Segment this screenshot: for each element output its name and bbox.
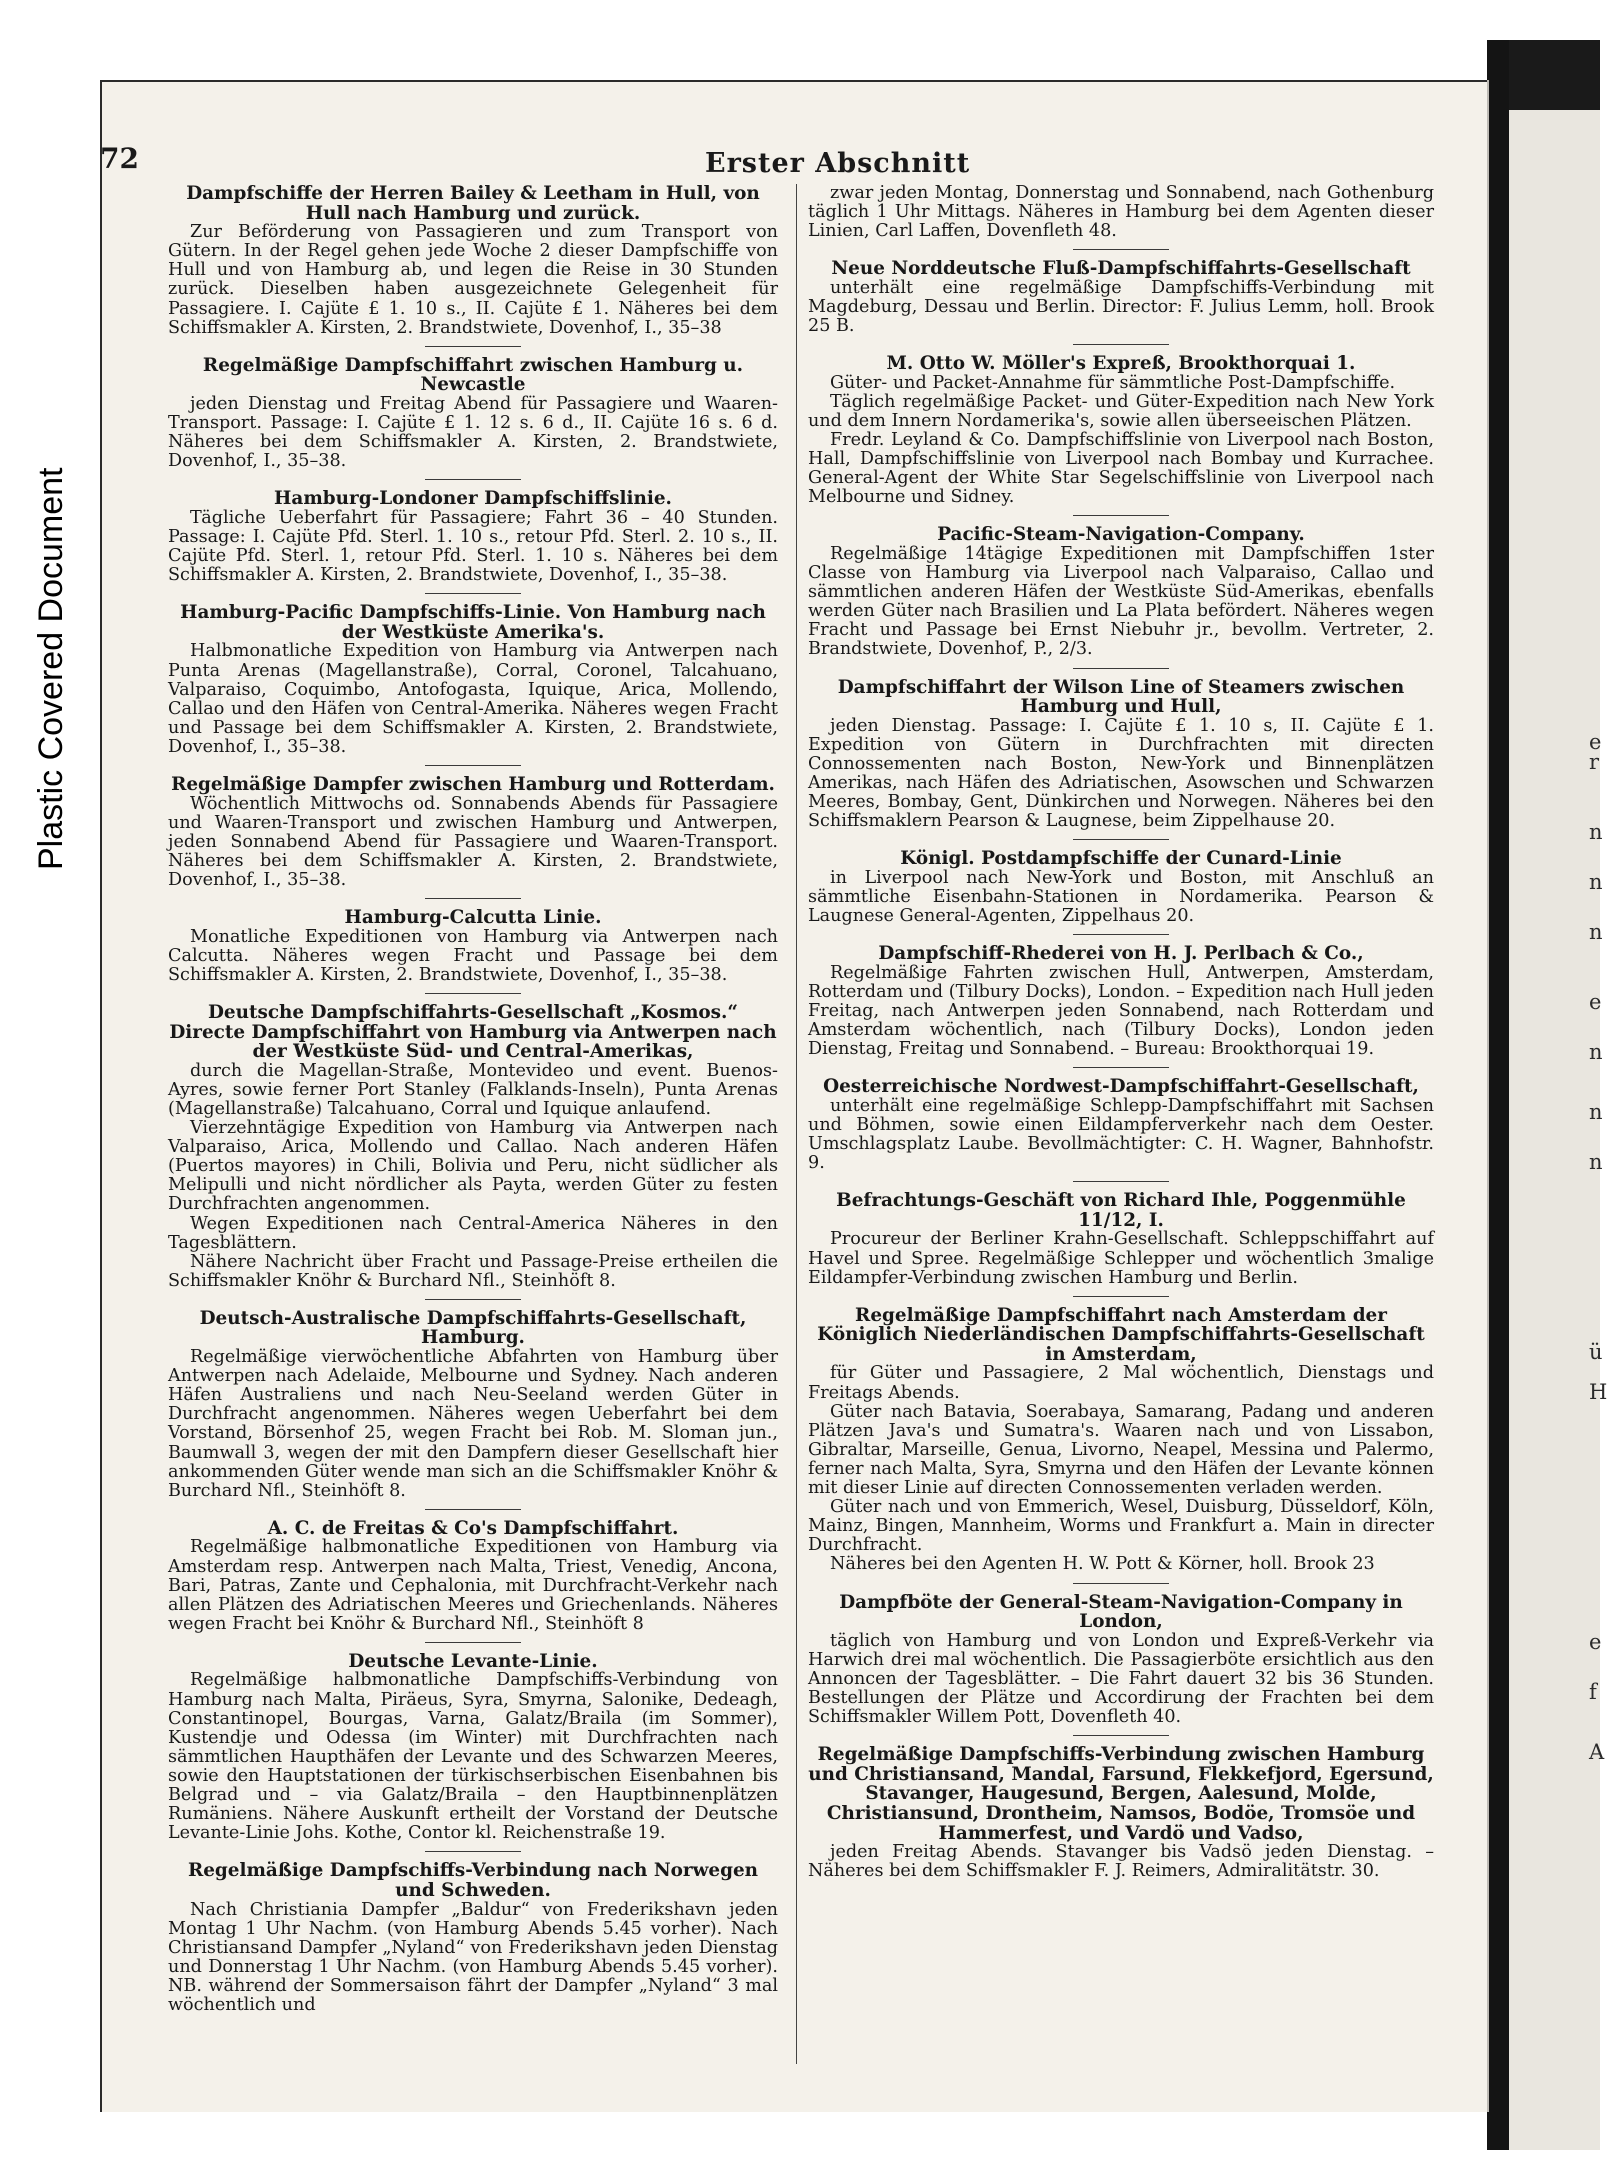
section-rule (1073, 934, 1169, 935)
notice-paragraph: Wegen Expeditionen nach Central-America Näheres in den Tagesblättern. (168, 1213, 778, 1253)
notice-paragraph: Wöchentlich Mittwochs od. Sonnabends Abends für Passagiere und Waaren-Transport und zwischen Hamburg und Antwerpen, jeden Sonnabend Abend für Passagiere und Waaren-Transport. Näheres bei dem Schiffsmakler A. Kirsten, 2. Brandstwiete, Dovenhof, I., 35–38. (168, 793, 778, 890)
shipping-notice (808, 525, 1434, 659)
banner-text: Plastic Covered Document (32, 467, 70, 870)
notice-paragraph: Regelmäßige Fahrten zwischen Hull, Antwerpen, Amsterdam, Rotterdam und (Tilbury Docks), London. – Expedition nach Hull jeden Freitag, nach Antwerpen jeden Sonnabend, nach Rotterdam und Amsterdam wöchentlich, nach (Tilbury Docks), London jeden Dienstag, Freitag und Sonnabend. – Bureau: Brookthorquai 19. (808, 962, 1434, 1060)
adjacent-page-fragment: n (1589, 1040, 1603, 1064)
adjacent-page-fragment: n (1589, 820, 1603, 844)
notice-paragraph: Halbmonatliche Expedition von Hamburg via Antwerpen nach Punta Arenas (Magellanstraße), Corral, Coronel, Talcahuano, Valparaiso, Coquimbo, Antofogasta, Iquique, Arica, Mollendo, Callao und den Häfen von Central-Amerika. Näheres wegen Fracht und Passage bei dem Schiffsmakler A. Kirsten, 2. Brandstwiete, Dovenhof, I., 35–38. (168, 641, 778, 757)
notice-title: Regelmäßige Dampfer zwischen Hamburg und Rotterdam. (171, 774, 775, 796)
notice-paragraph: Fredr. Leyland & Co. Dampfschiffslinie von Liverpool nach Boston, Hall, Dampfschiffslinie von Liverpool nach Bombay und Kurrachee. General-Agent der White Star Segelschiffslinie von Liverpool nach Melbourne und Sidney. (808, 430, 1434, 508)
notice-paragraph: durch die Magellan-Straße, Montevideo und event. Buenos-Ayres, sowie ferner Port Stanley (Falklands-Inseln), Punta Arenas (Magellanstraße) Talcahuano, Corral und Iquique anlaufend. (168, 1060, 778, 1119)
notice-paragraph: jeden Freitag Abends. Stavanger bis Vadsö jeden Dienstag. – Näheres bei dem Schiffsmakler F. J. Reimers, Admiralitätstr. 30. (808, 1842, 1434, 1882)
shipping-notice (168, 1652, 778, 1843)
notice-body (168, 1901, 778, 2016)
section-rule (425, 898, 521, 899)
adjacent-page-fragment: A (1589, 1740, 1605, 1764)
shipping-notice (808, 1593, 1434, 1728)
notice-title: Pacific-Steam-Navigation-Company. (937, 524, 1305, 546)
notice-title: M. Otto W. Möller's Expreß, Brookthorquai 1. (886, 353, 1356, 375)
notice-paragraph: Täglich regelmäßige Packet- und Güter-Expedition nach New York und dem Innern Nordamerika's, sowie allen überseeischen Plätzen. (808, 391, 1434, 431)
shipping-notice (168, 184, 778, 338)
notice-title: Regelmäßige Dampfschiffs-Verbindung nach Norwegen und Schweden. (187, 1860, 759, 1901)
notice-title: Hamburg-Londoner Dampfschiffslinie. (274, 488, 672, 510)
notice-body (808, 1843, 1434, 1881)
adjacent-page-fragment: n (1589, 920, 1603, 944)
section-rule (1073, 344, 1169, 345)
notice-title: Befrachtungs-Geschäft von Richard Ihle, Poggenmühle 11/12, I. (836, 1190, 1406, 1231)
notice-title: Neue Norddeutsche Fluß-Dampfschiffahrts-Gesellschaft (831, 258, 1411, 280)
section-rule (1073, 1181, 1169, 1182)
notice-paragraph: Tägliche Ueberfahrt für Passagiere; Fahrt 36 – 40 Stunden. Passage: I. Cajüte Pfd. Sterl. 1. 10 s., retour Pfd. Sterl. 2. 10 s., II. Cajüte Pfd. Sterl. 1, retour Pfd. Sterl. 1. 10 s. Näheres bei dem Schiffsmakler A. Kirsten, 2. Brandstwiete, Dovenhof, I., 35–38. (168, 507, 778, 586)
shipping-notice (808, 1191, 1434, 1287)
notice-body (808, 374, 1434, 508)
shipping-notice (168, 603, 778, 757)
notice-body (168, 928, 778, 985)
notice-body (808, 1097, 1434, 1173)
right-column (808, 184, 1434, 1881)
notice-paragraph: Regelmäßige 14tägige Expeditionen mit Dampfschiffen 1ster Classe von Hamburg via Liverpool nach Valparaiso, Callao und sämmtlichen anderen Häfen der Westküste Süd-Amerikas, ebenfalls werden Güter nach Brasilien und La Plata befördert. Näheres wegen Fracht und Passage bei Ernst Niebuhr jr., bevollm. Vertreter, 2. Brandstwiete, Dovenhof, P., 2/3. (808, 544, 1434, 660)
adjacent-page-fragment: n (1589, 1100, 1603, 1124)
notice-title: Regelmäßige Dampfschiffahrt nach Amsterdam der Königlich Niederländischen Dampfschiffahrts-Gesellschaft in Amsterdam, (817, 1304, 1425, 1365)
notice-paragraph: unterhält eine regelmäßige Dampfschiffs-Verbindung mit Magdeburg, Dessau und Berlin. Director: F. Julius Lemm, holl. Brook 25 B. (808, 277, 1434, 337)
section-rule (1073, 1735, 1169, 1736)
notice-body (168, 1062, 778, 1291)
notice-body (808, 1364, 1434, 1574)
adjacent-page-fragment: e (1589, 990, 1602, 1014)
adjacent-page-fragment: f (1589, 1680, 1597, 1704)
notice-title: Hamburg-Calcutta Linie. (344, 907, 602, 929)
notice-body (168, 223, 778, 338)
shipping-notice (168, 1003, 778, 1291)
section-rule (1073, 515, 1169, 516)
notice-paragraph: Regelmäßige halbmonatliche Expeditionen von Hamburg via Amsterdam resp. Antwerpen nach Malta, Triest, Venedig, Ancona, Bari, Patras, Zante und Cephalonia, mit Durchfracht-Verkehr nach allen Plätzen des Adriatischen Meeres und Griechenlands. Näheres wegen Fracht bei Knöhr & Burchard Nfl., Steinhöft 8 (168, 1537, 778, 1634)
notice-paragraph: für Güter und Passagiere, 2 Mal wöchentlich, Dienstags und Freitags Abends. (808, 1363, 1434, 1403)
notice-title: A. C. de Freitas & Co's Dampfschiffahrt. (267, 1517, 679, 1539)
adjacent-page-fragment: n (1589, 1150, 1603, 1174)
scan-banner (28, 360, 70, 880)
notice-body (808, 279, 1434, 336)
adjacent-page-fragment: n (1589, 870, 1603, 894)
shipping-notice (168, 908, 778, 985)
notice-title: Dampfschiffe der Herren Bailey & Leetham in Hull, von Hull nach Hamburg und zurück. (186, 183, 760, 224)
scan-corner-shadow (1509, 40, 1600, 110)
adjacent-page-fragment: H (1589, 1380, 1607, 1404)
shipping-notice (168, 1519, 778, 1634)
notice-title: Dampfschiffahrt der Wilson Line of Steamers zwischen Hamburg und Hull, (837, 676, 1405, 718)
notice-paragraph: Güter- und Packet-Annahme für sämmtliche Post-Dampfschiffe. (830, 372, 1396, 393)
section-rule (1073, 1583, 1169, 1584)
notice-paragraph: jeden Dienstag. Passage: I. Cajüte £ 1. 10 s, II. Cajüte £ 1. Expedition von Gütern in Durchfrachten mit directen Connossementen nach Boston, New-York und Binnenplätzen Amerikas, nach Häfen des Adriatischen, Asowschen und Schwarzen Meeres, Bombay, Gent, Dünkirchen und Norwegen. Näheres bei den Schiffsmaklern Pearson & Laugnese, beim Zippelhause 20. (808, 715, 1434, 832)
notice-paragraph: zwar jeden Montag, Donnerstag und Sonnabend, nach Gothenburg täglich 1 Uhr Mittags. Näheres in Hamburg bei dem Agenten dieser Linien, Carl Laffen, Dovenfleth 48. (808, 183, 1434, 242)
binding-shadow (1487, 40, 1509, 2150)
section-rule (425, 1299, 521, 1300)
notice-paragraph: Monatliche Expeditionen von Hamburg via Antwerpen nach Calcutta. Näheres wegen Fracht und Passage bei dem Schiffsmakler A. Kirsten, 2. Brandstwiete, Dovenhof, I., 35–38. (168, 926, 778, 985)
shipping-notice (808, 1077, 1434, 1173)
section-title: Erster Abschnitt (705, 148, 971, 179)
section-rule (425, 593, 521, 594)
notice-title: Deutsche Dampfschiffahrts-Gesellschaft „Kosmos.“ Directe Dampfschiffahrt von Hamburg via Antwerpen nach der Westküste Süd- und Central-Amerikas, (169, 1001, 777, 1063)
notice-body (808, 184, 1434, 241)
notice-title: Königl. Postdampfschiffe der Cunard-Linie (900, 848, 1342, 870)
notice-paragraph: Näheres bei den Agenten H. W. Pott & Körner, holl. Brook 23 (830, 1554, 1375, 1575)
shipping-notice (168, 1861, 778, 2015)
notice-body (168, 1538, 778, 1633)
section-rule (1073, 249, 1169, 250)
notice-body (808, 869, 1434, 926)
adjacent-page-fragment: ü (1589, 1340, 1603, 1364)
shipping-notice (808, 1306, 1434, 1575)
section-rule (1073, 839, 1169, 840)
section-rule (425, 1642, 521, 1643)
notice-title: Deutsche Levante-Linie. (348, 1650, 598, 1672)
notice-body (168, 795, 778, 890)
adjacent-page-fragment: e (1589, 1630, 1602, 1654)
section-rule (425, 765, 521, 766)
notice-paragraph: täglich von Hamburg und von London und Expreß-Verkehr via Harwich drei mal wöchentlich. Die Passagierböte ersichtlich aus den Annoncen der Tagesblätter. – Die Fahrt dauert 32 bis 36 Stunden. Bestellungen der Plätze und Accordirung der Frachten bei dem Schiffsmakler Willem Pott, Dovenfleth 40. (808, 1630, 1434, 1728)
adjacent-page-fragment: e (1589, 730, 1602, 754)
notice-body (168, 1671, 778, 1843)
section-rule (425, 1509, 521, 1510)
notice-paragraph: Procureur der Berliner Krahn-Gesellschaft. Schleppschiffahrt auf Havel und Spree. Regelmäßige Schlepper und wöchentlich 3malige Eildampfer-Verbindung zwischen Hamburg und Berlin. (808, 1229, 1434, 1288)
notice-body (168, 642, 778, 757)
notice-paragraph: Regelmäßige halbmonatliche Dampfschiffs-Verbindung von Hamburg nach Malta, Piräeus, Syra, Smyrna, Salonike, Dedeagh, Constantinopel, Bourgas, Varna, Galatz/Braila (im Sommer), Kustendje und Odessa (im Winter) mit Durchfrachten nach sämmtlichen Haupthäfen der Levante und des Schwarzen Meeres, sowie den Hauptstationen der türkischserbischen Eisenbahnen bis Belgrad und – via Galatz/Braila – den Hauptbinnenplätzen Rumäniens. Nähere Auskunft ertheilt der Vorstand der Deutsche Levante-Linie Johs. Kothe, Contor kl. Reichenstraße 19. (168, 1670, 778, 1844)
shipping-notice (808, 259, 1434, 336)
shipping-notice (168, 775, 778, 890)
section-rule (425, 1851, 521, 1852)
notice-title: Regelmäßige Dampfschiffs-Verbindung zwischen Hamburg und Christiansand, Mandal, Farsund, Flekkefjord, Egersund, Stavanger, Haugesund, Bergen, Aalesund, Molde, Christiansund, Drontheim, Namsos, Bodöe, Tromsöe und Hammerfest, und Vardö und Vadso, (808, 1744, 1434, 1844)
section-rule (425, 479, 521, 480)
section-rule (1073, 668, 1169, 669)
shipping-notice (808, 678, 1434, 832)
shipping-notice (808, 184, 1434, 241)
notice-title: Deutsch-Australische Dampfschiffahrts-Gesellschaft, Hamburg. (199, 1307, 747, 1349)
notice-paragraph: Güter nach und von Emmerich, Wesel, Duisburg, Düsseldorf, Köln, Mainz, Bingen, Mannheim, Worms und Frankfurt a. Main in directer Durchfracht. (808, 1497, 1434, 1556)
notice-paragraph: Güter nach Batavia, Soerabaya, Samarang, Padang und anderen Plätzen Java's und Sumatra's. Waaren nach und von Lissabon, Gibraltar, Marseille, Genua, Livorno, Neapel, Messina und Palermo, ferner nach Malta, Syra, Smyrna und den Häfen der Levante können mit dieser Linie auf directen Connossementen verladen werden. (808, 1401, 1434, 1499)
notice-body (808, 964, 1434, 1059)
notice-paragraph: Nähere Nachricht über Fracht und Passage-Preise ertheilen die Schiffsmakler Knöhr & Burchard Nfl., Steinhöft 8. (168, 1251, 778, 1291)
notice-paragraph: in Liverpool nach New-York und Boston, mit Anschluß an sämmtliche Eisenbahn-Stationen in Nordamerika. Pearson & Laugnese General-Agenten, Zippelhaus 20. (808, 867, 1434, 927)
section-rule (425, 993, 521, 994)
notice-title: Regelmäßige Dampfschiffahrt zwischen Hamburg u. Newcastle (202, 354, 744, 396)
column-divider (796, 184, 797, 2064)
notice-body (808, 1632, 1434, 1727)
shipping-notice (168, 356, 778, 472)
notice-body (808, 717, 1434, 832)
adjacent-page-edge (1487, 40, 1607, 2150)
adjacent-page-fragment: r (1589, 750, 1600, 774)
notice-paragraph: Regelmäßige vierwöchentliche Abfahrten von Hamburg über Antwerpen nach Adelaide, Melbourne und Sydney. Nach anderen Häfen Australiens und nach Neu-Seeland werden Güter in Durchfracht angenommen. Näheres wegen Ueberfahrt bei dem Vorstand, Börsenhof 25, wegen Fracht bei Rob. M. Sloman jun., Baumwall 3, wegen der mit den Dampfern dieser Gesellschaft hier ankommenden Güter wende man sich an die Schiffsmakler Knöhr & Burchard Nfl., Steinhöft 8. (168, 1347, 778, 1501)
notice-paragraph: unterhält eine regelmäßige Schlepp-Dampfschiffahrt mit Sachsen und Böhmen, sowie einen Eildampferverkehr nach dem Oester. Umschlagsplatz Laube. Bevollmächtigter: C. H. Wagner, Bahnhofstr. 9. (808, 1095, 1434, 1174)
notice-paragraph: Nach Christiania Dampfer „Baldur“ von Frederikshavn jeden Montag 1 Uhr Nachm. (von Hamburg Abends 5.45 vorher). Nach Christiansand Dampfer „Nyland“ von Frederikshavn jeden Dienstag und Donnerstag 1 Uhr Nachm. (von Hamburg Abends 5.45 vorher). NB. während der Sommersaison fährt der Dampfer „Nyland“ 3 mal wöchentlich und (168, 1899, 778, 2015)
notice-paragraph: jeden Dienstag und Freitag Abend für Passagiere und Waaren-Transport. Passage: I. Cajüte £ 1. 12 s. 6 d., II. Cajüte 16 s. 6 d. Näheres bei dem Schiffsmakler A. Kirsten, 2. Brandstwiete, Dovenhof, I., 35–38. (168, 393, 778, 472)
section-rule (1073, 1067, 1169, 1068)
shipping-notice (168, 489, 778, 585)
shipping-notice (168, 1309, 778, 1501)
notice-body (808, 545, 1434, 660)
notice-title: Oesterreichische Nordwest-Dampfschiffahrt-Gesellschaft, (823, 1076, 1419, 1098)
notice-paragraph: Zur Beförderung von Passagieren und zum Transport von Gütern. In der Regel gehen jede Woche 2 dieser Dampfschiffe von Hull und von Hamburg ab, und legen die Reise in 30 Stunden zurück. Dieselben haben ausgezeichnete Gelegenheit für Passagiere. I. Cajüte £ 1. 10 s., II. Cajüte £ 1. Näheres bei dem Schiffsmakler A. Kirsten, 2. Brandstwiete, Dovenhof, I., 35–38 (168, 222, 778, 338)
shipping-notice (808, 944, 1434, 1059)
page-number: 72 (100, 142, 139, 175)
scan-banner-svg (28, 360, 70, 880)
notice-body (168, 1348, 778, 1501)
notice-title: Hamburg-Pacific Dampfschiffs-Linie. Von Hamburg nach der Westküste Amerika's. (180, 602, 766, 643)
notice-title: Dampfböte der General-Steam-Navigation-Company in London, (839, 1591, 1403, 1633)
shipping-notice (808, 354, 1434, 507)
notice-body (168, 509, 778, 585)
section-rule (1073, 1296, 1169, 1297)
left-column (168, 184, 778, 2015)
notice-paragraph: Vierzehntägige Expedition von Hamburg via Antwerpen nach Valparaiso, Arica, Mollendo und Callao. Nach anderen Häfen (Puertos mayores) in Chili, Bolivia und Peru, nicht südlicher als Melipulli und nicht nördlicher als Payta, werden Güter zu festen Durchfrachten angenommen. (168, 1118, 778, 1215)
notice-body (168, 395, 778, 471)
notice-title: Dampfschiff-Rhederei von H. J. Perlbach & Co., (878, 943, 1364, 965)
shipping-notice (808, 1745, 1434, 1881)
notice-body (808, 1230, 1434, 1287)
section-rule (425, 346, 521, 347)
shipping-notice (808, 849, 1434, 926)
